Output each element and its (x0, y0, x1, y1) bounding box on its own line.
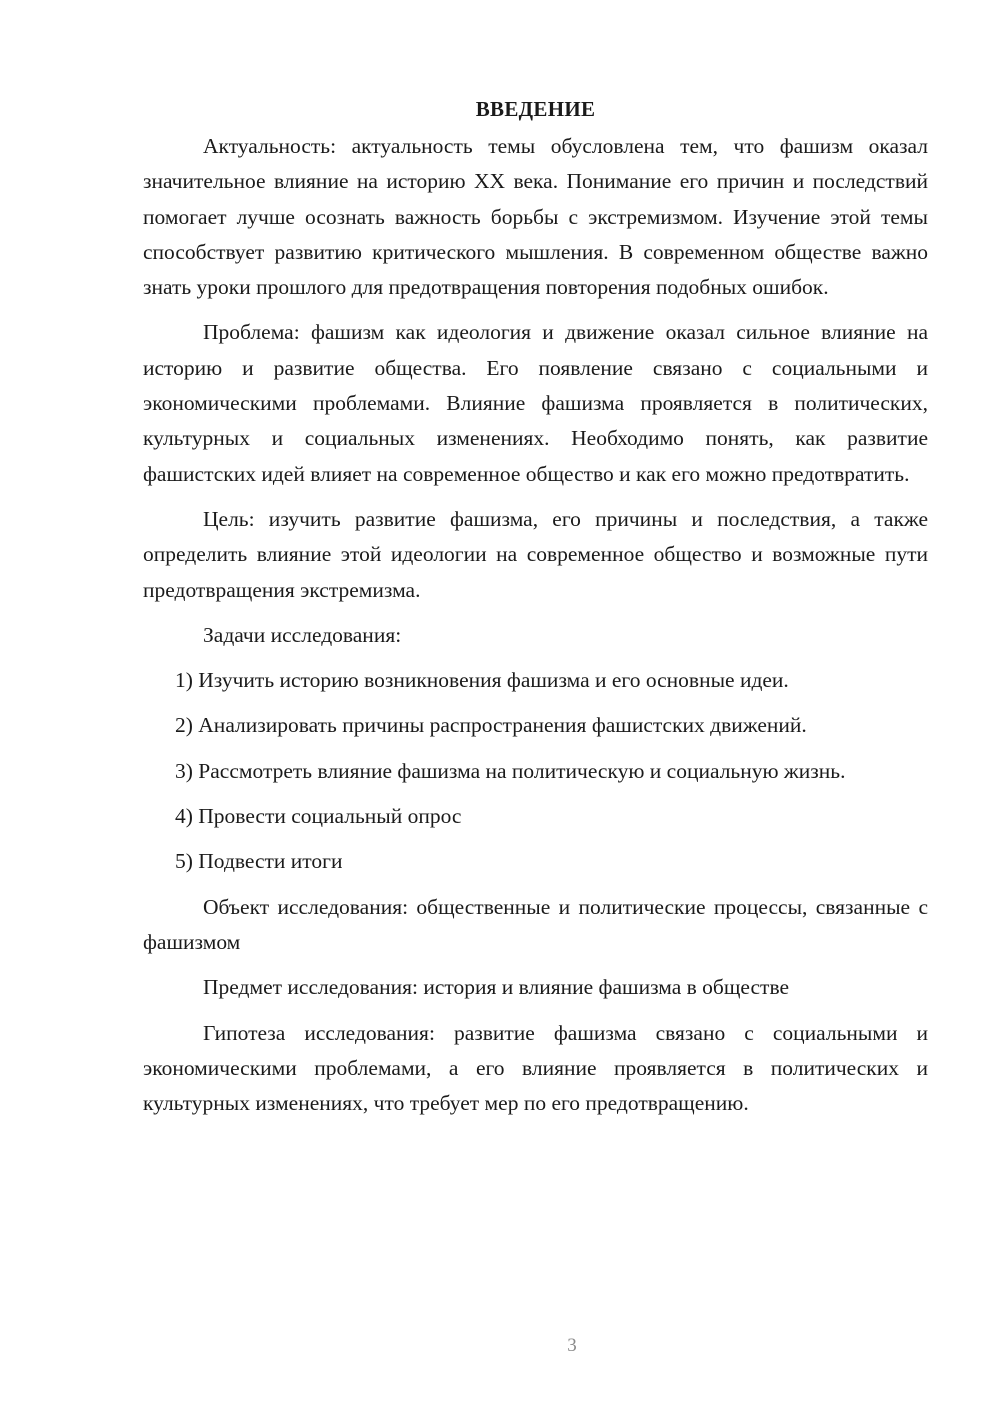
page-number-footer (72, 1335, 1000, 1357)
page-content (143, 92, 928, 1121)
paragraph-subject: Предмет исследования: история и влияние фашизма в обществе (203, 975, 790, 1000)
paragraph-problem: Проблема: фашизм как идеология и движение оказал сильное влияние на историю и развитие общества. Его появление связано с социальными и экономическими проблемами. Влияние фашизма проявляется в политических, культурных и социальных изменениях. Необходимо понять, как развитие фашистских идей влияет на современное общество и как его можно предотвратить. (143, 320, 928, 486)
paragraph-relevance: Актуальность: актуальность темы обусловлена тем, что фашизм оказал значительное влияние на историю XX века. Понимание его причин и последствий помогает лучше осознать важность борьбы с экстремизмом. Изучение этой темы способствует развитию критического мышления. В современном обществе важно знать уроки прошлого для предотвращения повторения подобных ошибок. (143, 134, 928, 300)
task-item-1: 1) Изучить историю возникновения фашизма и его основные идеи. (175, 668, 789, 693)
paragraph-object: Объект исследования: общественные и политические процессы, связанные с фашизмом (143, 894, 928, 954)
page-number: 3 (567, 1335, 577, 1356)
tasks-heading: Задачи исследования: (203, 622, 402, 647)
task-item-4: 4) Провести социальный опрос (175, 804, 462, 829)
task-item-5: 5) Подвести итоги (175, 849, 343, 874)
paragraph-hypothesis: Гипотеза исследования: развитие фашизма связано с социальными и экономическими проблемами, а его влияние проявляется в политических и культурных изменениях, что требует мер по его предотвращению. (143, 1020, 928, 1116)
paragraph-goal: Цель: изучить развитие фашизма, его причины и последствия, а также определить влияние этой идеологии на современное общество и возможные пути предотвращения экстремизма. (143, 506, 928, 602)
task-item-3: 3) Рассмотреть влияние фашизма на политическую и социальную жизнь. (175, 758, 846, 783)
task-item-2: 2) Анализировать причины распространения фашистских движений. (175, 713, 807, 738)
page-title: ВВЕДЕНИЕ (475, 97, 596, 121)
